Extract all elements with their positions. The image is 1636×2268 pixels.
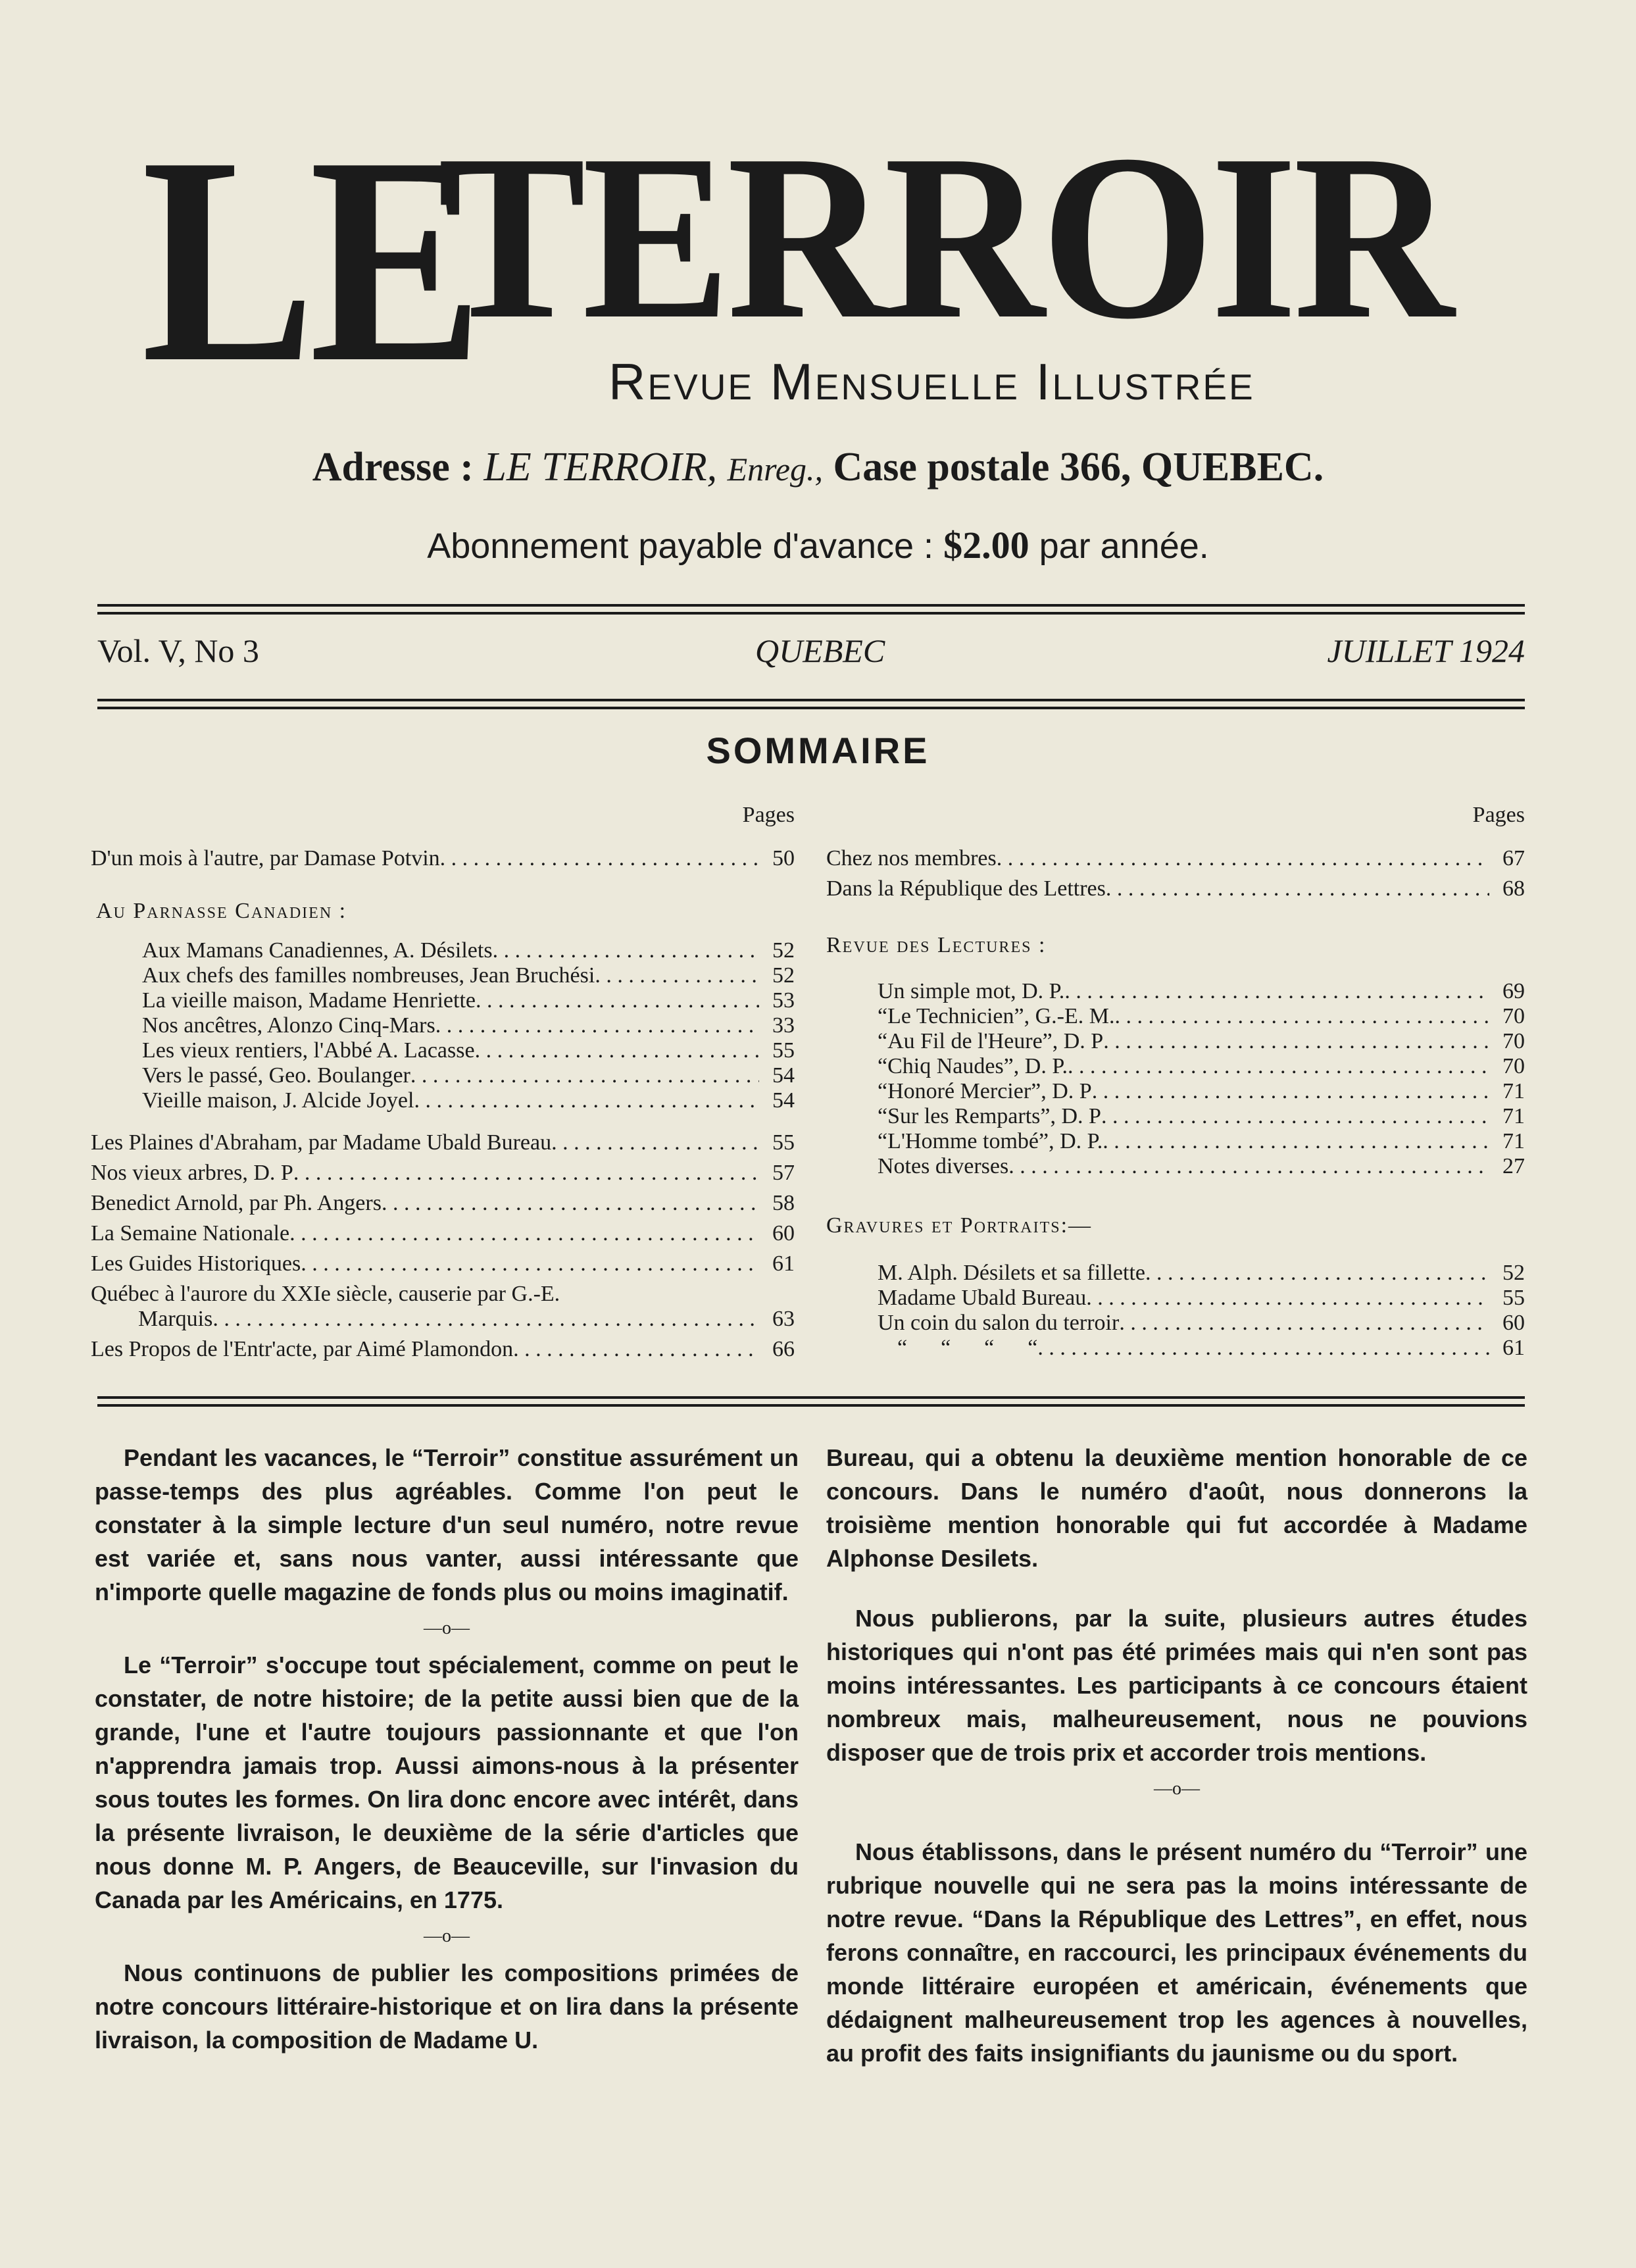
sommaire-title: SOMMAIRE [706,730,930,771]
address-line [0,444,1636,491]
toc-entry-title: “Au Fil de l'Heure”, D. P [878,1029,1104,1053]
address-enreg: Enreg., [727,451,823,488]
toc-entry [142,963,795,988]
toc-entry [91,1191,795,1216]
toc-entry [878,1129,1525,1154]
toc-entry-page: 69 [1502,979,1525,1003]
separator: —o— [424,1926,470,1946]
subscription-line [0,523,1636,567]
body-paragraph: Nous publierons, par la suite, plusieurs autres études historiques qui n'ont pas été primées mais qui n'en sont pas moins intéressantes. Les participants à ce concours étaient nombreux mais, malheureusement, nous ne pouvions disposer que de trois prix et accorder trois mentions. [826,1605,1527,1766]
address-label: Adresse : [312,445,474,490]
toc-entry [878,1104,1525,1129]
body-column-left [95,1441,799,2057]
toc-right-pages-label: Pages [1472,803,1525,827]
rule-under-toc [97,1396,1525,1407]
toc-entry [142,1088,795,1113]
toc-entry-page: 63 [772,1307,795,1331]
subscription-text: Abonnement payable d'avance : [427,526,934,566]
toc-entry-title: “Honoré Mercier”, D. P [878,1079,1092,1103]
body-paragraph: Le “Terroir” s'occupe tout spécialement, comme on peut le constater, de notre histoire; de la petite aussi bien que de la grande, l'une et l'autre toujours passionnante et que l'on n'apprendra jamais trop. Aussi aimons-nous à la présenter sous toutes les formes. On lira donc encore avec intérêt, dans la présente livraison, le deuxième de la série d'articles que nous donne M. P. Angers, de Beauceville, sur l'invasion du Canada par les Américains, en 1775. [95,1651,799,1913]
toc-entry-page: 53 [772,988,795,1013]
toc-entry-page: 71 [1502,1079,1525,1103]
toc-entry [142,1063,795,1088]
toc-entry-title: “ “ “ “ [897,1336,1038,1360]
toc-entry [826,846,1525,871]
toc-entry [91,1130,795,1155]
separator: —o— [424,1618,470,1638]
rule-top [97,604,1525,615]
toc-entry-line: Québec à l'aurore du XXIe siècle, causerie par G.-E. [91,1282,560,1306]
toc-entry-page: 50 [772,846,795,870]
toc-entry-page: 55 [1502,1286,1525,1310]
subscription-price: $2.00 [943,524,1029,567]
issue-date: JUILLET 1924 [1327,632,1525,669]
toc-entry-title: “L'Homme tombé”, D. P. [878,1129,1103,1153]
toc-entry [142,1013,795,1038]
body-paragraph: Pendant les vacances, le “Terroir” constitue assurément un passe-temps des plus agréables. Comme l'on peut le constater à la simple lecture d'un seul numéro, notre revue est variée et, sans nous vanter, aussi intéressante que n'importe quelle magazine de fonds plus ou moins imaginatif. [95,1444,799,1605]
toc-entry-title: Dans la République des Lettres [826,876,1106,901]
separator: —o— [1154,1778,1200,1799]
toc-entry-page: 60 [772,1221,795,1246]
address-rest: Case postale 366, QUEBEC. [833,445,1324,490]
toc-entry-page: 55 [772,1038,795,1063]
toc-entry-page: 61 [1502,1336,1525,1360]
toc-entry [878,1029,1525,1054]
toc-entry-page: 57 [772,1161,795,1185]
body-column-right [826,1441,1527,2070]
toc-section-parnasse: Au Parnasse Canadien : [96,899,347,923]
address-name: LE TERROIR, [483,445,718,490]
toc-entry [91,846,795,871]
toc-section-lectures: Revue des Lectures : [826,933,1047,957]
toc-entry-page: 67 [1502,846,1525,870]
issue-city: QUEBEC [755,632,885,669]
toc-entry-title: Les Propos de l'Entr'acte, par Aimé Plamondon [91,1337,514,1361]
toc-entry-title: Vieille maison, J. Alcide Joyel [142,1088,414,1113]
toc-entry-title: “Chiq Naudes”, D. P. [878,1054,1068,1078]
toc-entry-page: 52 [1502,1261,1525,1285]
toc-entry-title: Aux Mamans Canadiennes, A. Désilets [142,938,493,963]
toc-entry-page: 58 [772,1191,795,1215]
toc-entry [91,1337,795,1362]
rule-under-issue [97,699,1525,709]
body-paragraph: Bureau, qui a obtenu la deuxième mention honorable de ce concours. Dans le numéro d'août, nous donnerons la troisième mention honorable qui fut accordée à Madame Alphonse Desilets. [826,1444,1527,1572]
toc-entry [897,1336,1525,1361]
toc-entry-page: 33 [772,1013,795,1038]
toc-entry-page: 60 [1502,1311,1525,1335]
toc-entry-title: Nos ancêtres, Alonzo Cinq-Mars [142,1013,435,1038]
toc-entry-page: 70 [1502,1004,1525,1028]
toc-entry-title: La Semaine Nationale [91,1221,290,1246]
toc-entry [91,1251,795,1276]
toc-entry-page: 71 [1502,1104,1525,1128]
toc-entry-page: 55 [772,1130,795,1155]
toc-entry-title: Benedict Arnold, par Ph. Angers [91,1191,382,1215]
subscription-period: par année. [1039,526,1209,566]
toc-entry [878,979,1525,1004]
toc-entry [878,1311,1525,1336]
toc-entry-page: 68 [1502,876,1525,901]
toc-entry [91,1161,795,1186]
toc-entry [878,1154,1525,1179]
toc-entry-title: Nos vieux arbres, D. P [91,1161,293,1185]
toc-entry-page: 54 [772,1063,795,1088]
toc-entry [878,1004,1525,1029]
toc-entry-page: 54 [772,1088,795,1113]
toc-entry-page: 71 [1502,1129,1525,1153]
toc-entry [142,988,795,1013]
toc-entry-title: Madame Ubald Bureau [878,1286,1087,1310]
toc-entry-title: M. Alph. Désilets et sa fillette [878,1261,1145,1285]
toc-left [91,803,795,1382]
toc-entry [138,1307,795,1332]
toc-entry-title: Marquis [138,1307,213,1331]
toc-entry [91,1221,795,1246]
toc-entry [878,1286,1525,1311]
issue-volume: Vol. V, No 3 [97,632,259,669]
toc-entry-title: D'un mois à l'autre, par Damase Potvin [91,846,440,870]
toc-entry-title: Les Guides Historiques [91,1251,301,1276]
toc-entry-page: 52 [772,963,795,988]
toc-entry [878,1054,1525,1079]
toc-entry [142,1038,795,1063]
toc-entry-page: 70 [1502,1054,1525,1078]
toc-section-gravures: Gravures et Portraits:— [826,1213,1093,1238]
toc-entry [142,938,795,963]
toc-entry-title: Les vieux rentiers, l'Abbé A. Lacasse [142,1038,475,1063]
masthead [141,96,1483,424]
toc-entry-page: 70 [1502,1029,1525,1053]
toc-entry-page: 66 [772,1337,795,1361]
toc-entry-title: Un simple mot, D. P. [878,979,1065,1003]
body-paragraph: Nous établissons, dans le présent numéro du “Terroir” une rubrique nouvelle qui ne sera pas la moins intéressante de notre revue. “Dans la République des Lettres”, en effet, nous ferons connaître, en raccourci, les principaux événements du monde littéraire européen et américain, événements que dédaignent malheureusement trop les agences à nouvelles, au profit des faits insignifiants du jaunisme ou du sport. [826,1838,1527,2067]
body-paragraph: Nous continuons de publier les compositions primées de notre concours littéraire-historique et on lira dans la présente livraison, la composition de Madame U. [95,1959,799,2054]
masthead-title-le: LE [141,96,478,424]
toc-entry-title: Vers le passé, Geo. Boulanger [142,1063,410,1088]
toc-entry-title: Chez nos membres [826,846,997,870]
toc-entry-title: Les Plaines d'Abraham, par Madame Ubald Bureau [91,1130,552,1155]
toc-entry [878,1261,1525,1286]
toc-entry-page: 61 [772,1251,795,1276]
toc-entry-title: La vieille maison, Madame Henriette [142,988,476,1013]
toc-entry [878,1079,1525,1104]
toc-left-pages-label: Pages [742,803,795,827]
toc-entry [826,876,1525,901]
toc-entry-title: “Sur les Remparts”, D. P [878,1104,1101,1128]
toc-entry-title: Un coin du salon du terroir [878,1311,1120,1335]
toc-entry-title: Aux chefs des familles nombreuses, Jean Bruchési [142,963,595,988]
masthead-title-terroir: TERROIR [437,105,1450,368]
toc-right [826,803,1525,1382]
masthead-subtitle: Revue Mensuelle Illustrée [608,353,1255,411]
toc-entry-page: 27 [1502,1154,1525,1178]
toc-entry-title: “Le Technicien”, G.-E. M. [878,1004,1115,1028]
toc-entry-title: Notes diverses [878,1154,1009,1178]
toc-entry-page: 52 [772,938,795,963]
